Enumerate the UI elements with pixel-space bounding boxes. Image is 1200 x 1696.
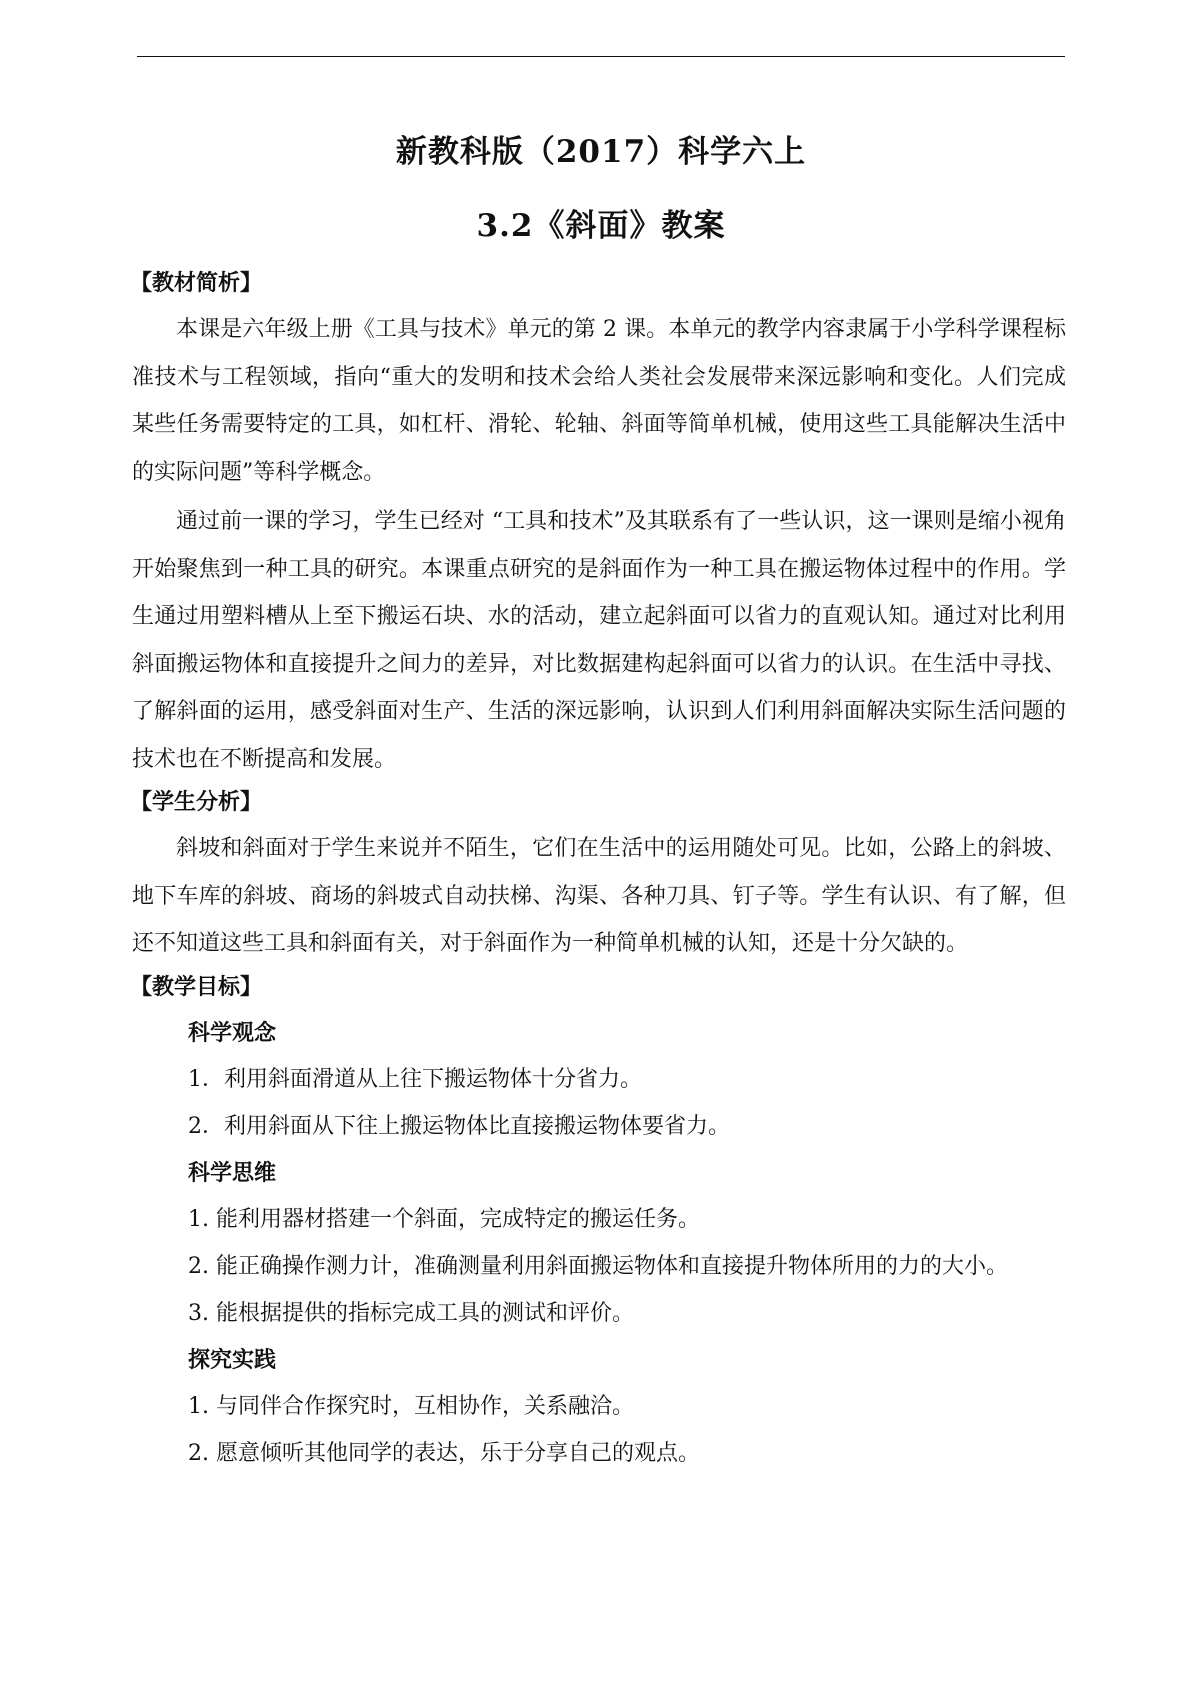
header-rule	[137, 56, 1065, 57]
paragraph: 斜坡和斜面对于学生来说并不陌生，它们在生活中的运用随处可见。比如，公路上的斜坡、地下车库的斜坡、商场的斜坡式自动扶梯、沟渠、各种刀具、钉子等。学生有认识、有了解，但还不知道这些工具和斜面有关，对于斜面作为一种简单机械的认知，还是十分欠缺的。	[132, 836, 1066, 956]
subheading-practice: 探究实践	[188, 1346, 277, 1373]
list-item: 1. 能利用器材搭建一个斜面，完成特定的搬运任务。	[188, 1206, 700, 1232]
subheading-concept: 科学观念	[188, 1019, 277, 1046]
subheading-thinking: 科学思维	[188, 1159, 277, 1186]
lesson-title: 3.2《斜面》教案	[476, 208, 726, 244]
paragraph: 通过前一课的学习，学生已经对 “工具和技术”及其联系有了一些认识，这一课则是缩小视角开始聚焦到一种工具的研究。本课重点研究的是斜面作为一种工具在搬运物体过程中的作用。学生通过用塑料槽从上至下搬运石块、水的活动，建立起斜面可以省力的直观认知。通过对比利用斜面搬运物体和直接提升之间力的差异，对比数据建构起斜面可以省力的认识。在生活中寻找、了解斜面的运用，感受斜面对生产、生活的深远影响，认识到人们利用斜面解决实际生活问题的技术也在不断提高和发展。	[132, 509, 1066, 772]
list-item: 2．利用斜面从下往上搬运物体比直接搬运物体要省力。	[188, 1113, 730, 1139]
list-item: 2. 愿意倾听其他同学的表达，乐于分享自己的观点。	[188, 1440, 700, 1466]
document-body	[130, 264, 1066, 1477]
list-item: 1. 与同伴合作探究时，互相协作，关系融洽。	[188, 1393, 634, 1419]
document-title: 新教科版（2017）科学六上	[395, 134, 807, 170]
list-item: 3. 能根据提供的指标完成工具的测试和评价。	[188, 1300, 634, 1326]
list-item: 2. 能正确操作测力计，准确测量利用斜面搬运物体和直接提升物体所用的力的大小。	[188, 1253, 1008, 1279]
paragraph: 本课是六年级上册《工具与技术》单元的第 2 课。本单元的教学内容隶属于小学科学课程标准技术与工程领域，指向“重大的发明和技术会给人类社会发展带来深远影响和变化。人们完成某些任务需要特定的工具，如杠杆、滑轮、轮轴、斜面等简单机械，使用这些工具能解决生活中的实际问题”等科学概念。	[132, 317, 1066, 485]
section-heading-textbook: 【教材简析】	[130, 270, 263, 296]
list-item: 1．利用斜面滑道从上往下搬运物体十分省力。	[188, 1066, 642, 1092]
section-heading-goals: 【教学目标】	[130, 973, 263, 1000]
section-heading-students: 【学生分析】	[130, 789, 263, 815]
